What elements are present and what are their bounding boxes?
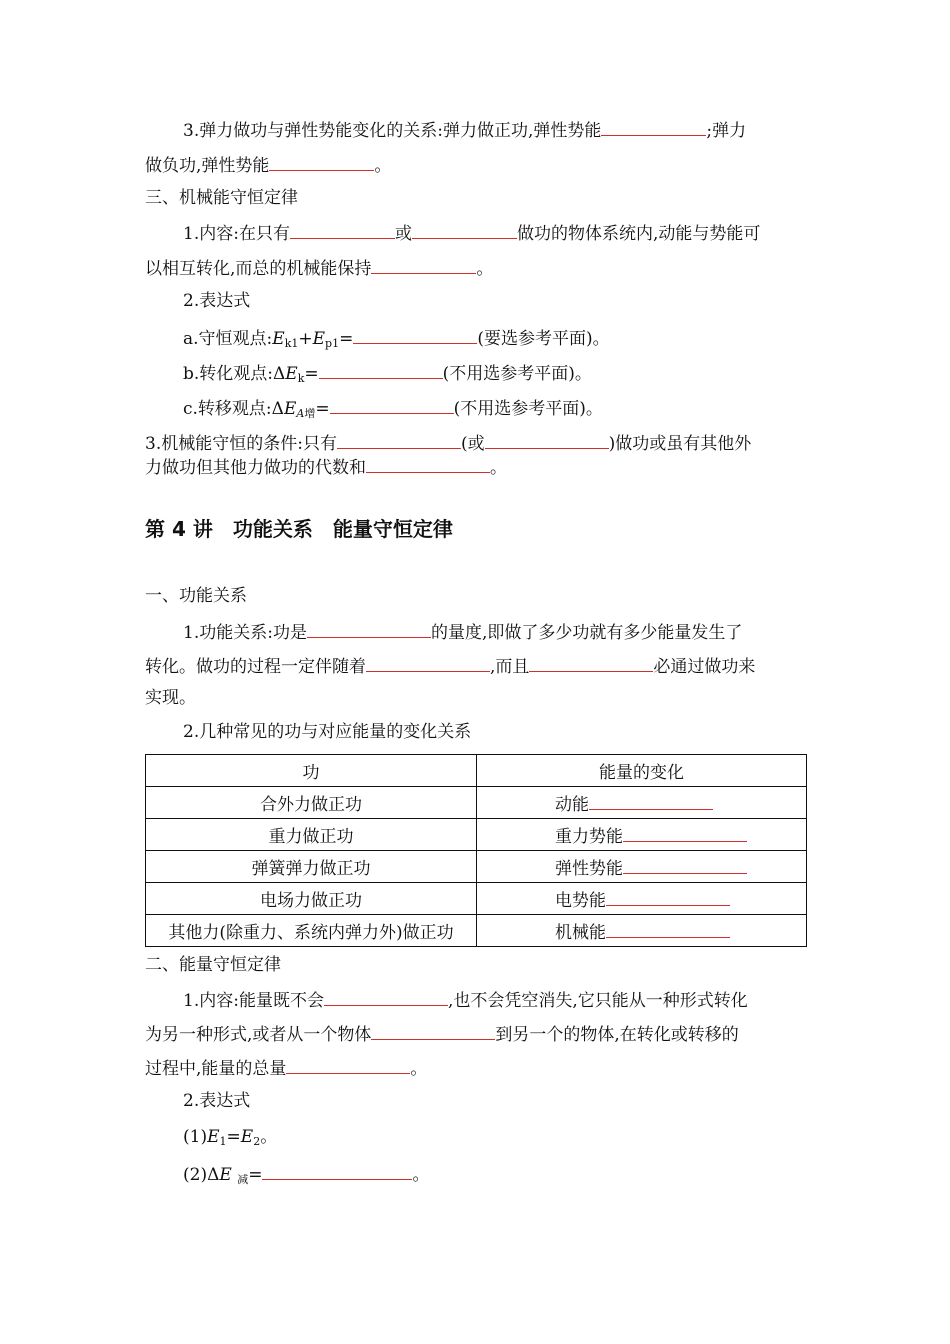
expr-c-line: c.转移观点$:\Delta E_{A增}=$ (不用选参考平面)。	[183, 395, 603, 425]
text: )做功或虽有其他外	[608, 434, 752, 454]
answer-blank[interactable]	[412, 220, 517, 239]
answer-blank[interactable]	[353, 325, 477, 344]
text: a.守恒观点:	[183, 329, 273, 349]
answer-blank[interactable]	[269, 152, 374, 171]
text: c.转移观点:	[183, 399, 272, 419]
table-header-work: 功	[146, 755, 477, 787]
expr-b-line: b.转化观点$:\Delta E_k=$ (不用选参考平面)。	[183, 360, 592, 390]
text: 。	[412, 1165, 430, 1185]
text: 电势能	[555, 891, 606, 911]
text: 过程中,能量的总量	[145, 1059, 287, 1079]
text: (不用选参考平面)。	[453, 399, 603, 419]
text: 重力势能	[555, 827, 623, 847]
answer-blank[interactable]	[606, 887, 730, 906]
text: 动能	[555, 795, 589, 815]
text: (或	[460, 434, 485, 454]
answer-blank[interactable]	[371, 255, 476, 274]
text: 。	[410, 1059, 428, 1079]
table-title: 2.几种常见的功与对应能量的变化关系	[183, 722, 472, 742]
text: 。	[476, 259, 494, 279]
work-energy-line1	[183, 619, 742, 644]
text: ,而且	[490, 657, 530, 677]
table-row	[146, 883, 807, 915]
answer-blank[interactable]	[601, 117, 706, 136]
elastic-paragraph-line1	[183, 117, 746, 142]
text: 必通过做功来	[653, 657, 756, 677]
expr-a-line: a.守恒观点$:E_{k1}+E_{p1}=$ (要选参考平面)。	[183, 325, 610, 355]
text: 以相互转化,而总的机械能保持	[145, 259, 372, 279]
answer-blank[interactable]	[319, 360, 443, 379]
text: (要选参考平面)。	[477, 329, 610, 349]
table-cell: 重力做正功	[146, 819, 477, 851]
table-cell: 合外力做正功	[146, 787, 477, 819]
text: 3.机械能守恒的条件:只有	[145, 434, 337, 454]
text: 1.功能关系:功是	[183, 623, 307, 643]
condition-line2	[145, 454, 507, 479]
answer-blank[interactable]	[324, 987, 448, 1006]
answer-blank[interactable]	[330, 395, 454, 414]
table-cell: 弹簧弹力做正功	[146, 851, 477, 883]
answer-blank[interactable]	[371, 1021, 495, 1040]
table-cell	[477, 883, 807, 915]
table-row	[146, 915, 807, 947]
text: 做负功,弹性势能	[145, 156, 270, 176]
text: (2)	[183, 1165, 208, 1185]
conservation-line1	[183, 987, 748, 1012]
text: 。	[260, 1127, 278, 1147]
answer-blank[interactable]	[529, 653, 653, 672]
table-cell	[477, 787, 807, 819]
expr-title: 2.表达式	[183, 1091, 251, 1111]
answer-blank[interactable]	[337, 430, 461, 449]
text: 力做功但其他力做功的代数和	[145, 458, 366, 478]
table-cell	[477, 851, 807, 883]
text: 弹性势能	[555, 859, 623, 879]
answer-blank[interactable]	[606, 919, 730, 938]
text: 1.内容:在只有	[183, 224, 290, 244]
section-title: 三、机械能守恒定律	[145, 188, 298, 208]
table-cell: 电场力做正功	[146, 883, 477, 915]
table-row	[146, 851, 807, 883]
text: 。	[490, 458, 507, 478]
text: 。	[374, 156, 392, 176]
answer-blank[interactable]	[307, 619, 431, 638]
text: 转化。做功的过程一定伴随着	[145, 657, 366, 677]
answer-blank[interactable]	[589, 791, 713, 810]
text: 机械能	[555, 923, 606, 943]
answer-blank[interactable]	[485, 430, 609, 449]
text: 3.弹力做功与弹性势能变化的关系:弹力做正功,弹性势能	[183, 121, 602, 141]
table-cell	[477, 915, 807, 947]
answer-blank[interactable]	[623, 823, 747, 842]
content-line2	[145, 255, 493, 280]
text: 增	[304, 407, 316, 420]
text: 到另一个的物体,在转化或转移的	[495, 1025, 739, 1045]
table-header-energy: 能量的变化	[477, 755, 807, 787]
text: 的量度,即做了多少功就有多少能量发生了	[430, 623, 743, 643]
text: 为另一种形式,或者从一个物体	[145, 1025, 372, 1045]
answer-blank[interactable]	[366, 454, 490, 473]
conservation-line3	[145, 1055, 427, 1080]
text: (不用选参考平面)。	[442, 364, 592, 384]
text: 1.内容:能量既不会	[183, 991, 324, 1011]
table-header-row	[146, 755, 807, 787]
table-cell	[477, 819, 807, 851]
answer-blank[interactable]	[290, 220, 395, 239]
text: ;弹力	[706, 121, 747, 141]
table-cell: 其他力(除重力、系统内弹力外)做正功	[146, 915, 477, 947]
table-row	[146, 787, 807, 819]
text: ,也不会凭空消失,它只能从一种形式转化	[447, 991, 748, 1011]
section-title: 二、能量守恒定律	[145, 955, 281, 975]
elastic-paragraph-line2	[145, 152, 391, 177]
answer-blank[interactable]	[623, 855, 747, 874]
text: 做功的物体系统内,动能与势能可	[516, 224, 761, 244]
content-line1	[183, 220, 760, 245]
expr2-line: (2)ΔE $_减$= 。	[183, 1161, 429, 1191]
expr-title: 2.表达式	[183, 291, 251, 311]
expr1-line: $(1)E_1=E_2$。	[183, 1127, 278, 1148]
work-energy-line3: 实现。	[145, 688, 196, 708]
text: 或	[394, 224, 412, 244]
answer-blank[interactable]	[286, 1055, 410, 1074]
section-title: 一、功能关系	[145, 586, 247, 606]
table-row	[146, 819, 807, 851]
answer-blank[interactable]	[366, 653, 490, 672]
condition-line1	[145, 430, 751, 455]
work-energy-table	[145, 754, 807, 947]
text: b.转化观点:	[183, 364, 274, 384]
text: 减	[237, 1173, 249, 1186]
answer-blank[interactable]	[262, 1161, 412, 1180]
text: (1)	[183, 1127, 208, 1147]
lecture-heading: 第 4 讲 功能关系 能量守恒定律	[145, 517, 453, 541]
work-energy-line2	[145, 653, 755, 678]
conservation-line2	[145, 1021, 739, 1046]
